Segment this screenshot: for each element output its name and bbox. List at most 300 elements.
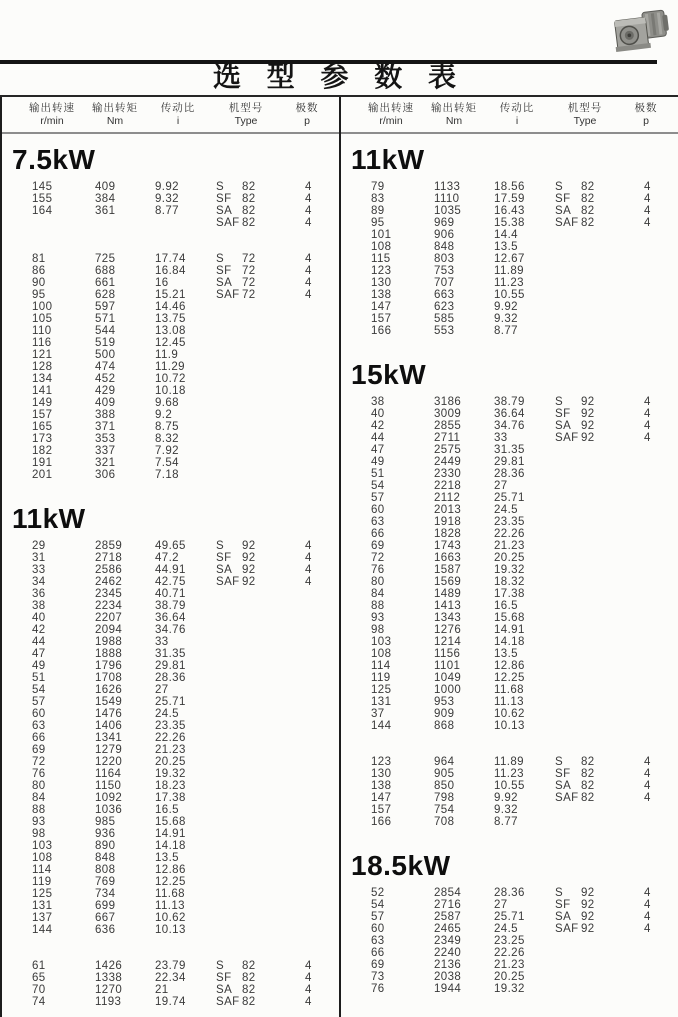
- column-header-unit: r/min: [379, 115, 403, 127]
- table-row: [341, 516, 678, 528]
- cell-torque: 699: [95, 900, 116, 912]
- cell-type-letters: [210, 445, 242, 457]
- cell-type-size: [581, 588, 621, 600]
- cell-type-letters: [549, 289, 581, 301]
- cell-poles: [621, 468, 671, 480]
- cell-type-letters: [210, 696, 242, 708]
- table-row: [2, 576, 339, 588]
- cell-torque: 409: [95, 397, 116, 409]
- cell-type-letters: [549, 612, 581, 624]
- column-header-torque: [84, 102, 146, 128]
- cell-torque: 2586: [95, 564, 123, 576]
- cell-type-size: [242, 732, 282, 744]
- row-block: [2, 181, 339, 229]
- cell-ratio: 15.68: [155, 816, 186, 828]
- power-section-11kW: [2, 505, 339, 1008]
- cell-type-size: [242, 672, 282, 684]
- cell-speed: 95: [371, 217, 385, 229]
- cell-speed: 125: [32, 888, 53, 900]
- cell-poles: [621, 947, 671, 959]
- cell-speed: 123: [371, 756, 392, 768]
- cell-type-letters: [210, 612, 242, 624]
- cell-type-letters: [210, 828, 242, 840]
- cell-ratio: 9.92: [494, 792, 518, 804]
- cell-ratio: 14.46: [155, 301, 186, 313]
- cell-torque: 1220: [95, 756, 123, 768]
- cell-speed: 108: [371, 241, 392, 253]
- cell-ratio: 14.91: [494, 624, 525, 636]
- cell-ratio: 16.43: [494, 205, 525, 217]
- cell-type-size: 82: [581, 217, 595, 229]
- cell-torque: 1988: [95, 636, 123, 648]
- cell-type-letters: [210, 924, 242, 936]
- table-row: [341, 408, 678, 420]
- cell-torque: 1270: [95, 984, 123, 996]
- cell-type-letters: [549, 277, 581, 289]
- cell-torque: 2218: [434, 480, 462, 492]
- cell-speed: 61: [32, 960, 46, 972]
- cell-speed: 65: [32, 972, 46, 984]
- power-section-7.5kW: [2, 146, 339, 481]
- cell-ratio: 22.26: [155, 732, 186, 744]
- cell-poles: 4: [644, 780, 651, 792]
- table-row: [2, 984, 339, 996]
- cell-type-size: [581, 971, 621, 983]
- cell-type-letters: SA: [555, 780, 572, 792]
- cell-torque: 553: [434, 325, 455, 337]
- cell-speed: 47: [371, 444, 385, 456]
- cell-type-size: [242, 313, 282, 325]
- cell-torque: 707: [434, 277, 455, 289]
- cell-ratio: 9.92: [155, 181, 179, 193]
- cell-speed: 57: [32, 696, 46, 708]
- cell-torque: 2465: [434, 923, 462, 935]
- cell-type-letters: S: [216, 253, 225, 265]
- cell-torque: 1549: [95, 696, 123, 708]
- cell-type-letters: SAF: [555, 217, 579, 229]
- cell-type-letters: [549, 804, 581, 816]
- cell-poles: 4: [644, 768, 651, 780]
- cell-type-letters: [549, 648, 581, 660]
- table-row: [341, 289, 678, 301]
- cell-ratio: 23.35: [494, 516, 525, 528]
- cell-type-size: [242, 445, 282, 457]
- cell-torque: 1214: [434, 636, 462, 648]
- cell-poles: [282, 900, 332, 912]
- cell-type-size: [581, 277, 621, 289]
- cell-poles: [621, 277, 671, 289]
- cell-torque: 909: [434, 708, 455, 720]
- cell-type-size: [242, 708, 282, 720]
- cell-type-letters: [549, 468, 581, 480]
- cell-ratio: 21.23: [494, 959, 525, 971]
- cell-poles: [621, 983, 671, 995]
- cell-speed: 93: [32, 816, 46, 828]
- cell-torque: 337: [95, 445, 116, 457]
- table-row: [2, 756, 339, 768]
- cell-type-letters: [210, 588, 242, 600]
- cell-type-size: 92: [581, 408, 595, 420]
- cell-speed: 51: [371, 468, 385, 480]
- cell-poles: 4: [305, 564, 312, 576]
- table-row: [341, 780, 678, 792]
- cell-ratio: 7.54: [155, 457, 179, 469]
- cell-type-letters: SA: [216, 564, 233, 576]
- cell-ratio: 28.36: [155, 672, 186, 684]
- table-row: [341, 935, 678, 947]
- cell-poles: [621, 540, 671, 552]
- row-block: [341, 756, 678, 828]
- cell-type-letters: SF: [216, 265, 232, 277]
- cell-type-size: [242, 744, 282, 756]
- cell-speed: 69: [371, 540, 385, 552]
- cell-type-size: [581, 636, 621, 648]
- cell-ratio: 14.18: [155, 840, 186, 852]
- cell-speed: 84: [32, 792, 46, 804]
- cell-type-letters: [210, 792, 242, 804]
- cell-torque: 384: [95, 193, 116, 205]
- cell-torque: 1092: [95, 792, 123, 804]
- cell-type-letters: [210, 301, 242, 313]
- cell-poles: [621, 516, 671, 528]
- cell-type-letters: [210, 888, 242, 900]
- cell-ratio: 13.08: [155, 325, 186, 337]
- cell-type-size: [242, 912, 282, 924]
- cell-ratio: 13.5: [494, 241, 518, 253]
- cell-speed: 54: [371, 899, 385, 911]
- cell-type-letters: [549, 313, 581, 325]
- cell-speed: 70: [32, 984, 46, 996]
- cell-ratio: 24.5: [155, 708, 179, 720]
- column-header-unit: Nm: [106, 115, 124, 127]
- cell-ratio: 22.34: [155, 972, 186, 984]
- cell-type-letters: [549, 959, 581, 971]
- table-row: [341, 600, 678, 612]
- column-header-unit: i: [176, 115, 180, 127]
- cell-type-size: 92: [242, 552, 256, 564]
- cell-ratio: 27: [494, 899, 508, 911]
- cell-speed: 114: [371, 660, 391, 672]
- cell-poles: 4: [305, 265, 312, 277]
- cell-type-size: [242, 636, 282, 648]
- cell-torque: 969: [434, 217, 455, 229]
- cell-ratio: 19.74: [155, 996, 186, 1008]
- table-row: [2, 421, 339, 433]
- cell-ratio: 42.75: [155, 576, 186, 588]
- cell-torque: 429: [95, 385, 116, 397]
- cell-torque: 1150: [95, 780, 122, 792]
- cell-poles: [282, 301, 332, 313]
- cell-speed: 98: [32, 828, 46, 840]
- table-row: [2, 361, 339, 373]
- cell-speed: 54: [371, 480, 385, 492]
- cell-type-size: [581, 289, 621, 301]
- cell-type-size: [581, 660, 621, 672]
- cell-poles: [282, 912, 332, 924]
- cell-torque: 803: [434, 253, 455, 265]
- table-row: [2, 732, 339, 744]
- cell-speed: 73: [371, 971, 385, 983]
- cell-type-size: [242, 301, 282, 313]
- cell-type-size: [581, 935, 621, 947]
- cell-ratio: 49.65: [155, 540, 186, 552]
- cell-type-size: 82: [242, 217, 256, 229]
- cell-type-size: 82: [242, 972, 256, 984]
- cell-type-size: [581, 552, 621, 564]
- table-row: [2, 409, 339, 421]
- table-row: [341, 205, 678, 217]
- column-header-label: 传动比: [499, 102, 535, 114]
- cell-ratio: 11.13: [494, 696, 524, 708]
- cell-type-letters: [210, 816, 242, 828]
- cell-poles: [282, 636, 332, 648]
- cell-poles: [621, 600, 671, 612]
- cell-speed: 69: [371, 959, 385, 971]
- cell-poles: 4: [644, 756, 651, 768]
- table-row: [2, 277, 339, 289]
- cell-ratio: 8.75: [155, 421, 179, 433]
- cell-torque: 769: [95, 876, 116, 888]
- cell-torque: 688: [95, 265, 116, 277]
- cell-speed: 123: [371, 265, 392, 277]
- table-row: [341, 660, 678, 672]
- cell-torque: 2240: [434, 947, 462, 959]
- cell-poles: [621, 456, 671, 468]
- cell-ratio: 15.68: [494, 612, 525, 624]
- cell-type-letters: [549, 624, 581, 636]
- cell-type-letters: [210, 720, 242, 732]
- cell-type-size: 82: [242, 205, 256, 217]
- cell-type-size: [581, 612, 621, 624]
- table-row: [341, 444, 678, 456]
- cell-type-size: [581, 684, 621, 696]
- cell-ratio: 23.35: [155, 720, 186, 732]
- cell-poles: [282, 852, 332, 864]
- cell-torque: 798: [434, 792, 455, 804]
- cell-torque: 734: [95, 888, 116, 900]
- cell-torque: 753: [434, 265, 455, 277]
- table-row: [2, 349, 339, 361]
- cell-type-size: 82: [242, 960, 256, 972]
- cell-type-letters: SA: [555, 911, 572, 923]
- cell-poles: [621, 684, 671, 696]
- cell-torque: 1796: [95, 660, 123, 672]
- cell-poles: [621, 816, 671, 828]
- cell-type-letters: [549, 588, 581, 600]
- cell-type-letters: SF: [555, 768, 571, 780]
- cell-speed: 105: [32, 313, 53, 325]
- cell-type-letters: SF: [216, 193, 232, 205]
- cell-poles: [282, 469, 332, 481]
- cell-type-size: [581, 600, 621, 612]
- cell-type-size: [242, 648, 282, 660]
- cell-ratio: 9.32: [494, 313, 518, 325]
- cell-torque: 2462: [95, 576, 123, 588]
- cell-speed: 86: [32, 265, 46, 277]
- cell-torque: 1489: [434, 588, 462, 600]
- cell-type-size: [242, 385, 282, 397]
- cell-type-letters: [549, 241, 581, 253]
- cell-poles: [282, 445, 332, 457]
- cell-type-letters: [210, 672, 242, 684]
- table-row: [2, 744, 339, 756]
- cell-torque: 1743: [434, 540, 462, 552]
- cell-poles: [282, 732, 332, 744]
- cell-type-letters: S: [555, 756, 564, 768]
- cell-speed: 80: [32, 780, 46, 792]
- table-row: [2, 720, 339, 732]
- cell-type-size: 82: [581, 756, 595, 768]
- cell-poles: [621, 612, 671, 624]
- cell-type-letters: SA: [555, 205, 572, 217]
- table-row: [2, 301, 339, 313]
- cell-torque: 2112: [434, 492, 461, 504]
- cell-type-letters: [549, 265, 581, 277]
- cell-speed: 42: [32, 624, 46, 636]
- cell-ratio: 15.21: [155, 289, 186, 301]
- cell-type-size: [242, 600, 282, 612]
- cell-type-size: [581, 648, 621, 660]
- cell-poles: 4: [644, 420, 651, 432]
- cell-torque: [84, 217, 146, 229]
- right-sections: [341, 146, 678, 995]
- cell-type-size: [242, 924, 282, 936]
- cell-type-size: [581, 313, 621, 325]
- cell-speed: 155: [32, 193, 53, 205]
- cell-type-letters: [549, 947, 581, 959]
- cell-poles: [282, 600, 332, 612]
- cell-torque: 1276: [434, 624, 462, 636]
- cell-poles: [282, 864, 332, 876]
- cell-type-size: [242, 840, 282, 852]
- cell-type-size: [581, 959, 621, 971]
- cell-type-letters: SAF: [216, 996, 240, 1008]
- cell-poles: 4: [305, 984, 312, 996]
- cell-ratio: 19.32: [155, 768, 186, 780]
- cell-ratio: 10.18: [155, 385, 186, 397]
- cell-poles: [282, 696, 332, 708]
- cell-ratio: 11.29: [155, 361, 185, 373]
- cell-type-letters: [549, 684, 581, 696]
- cell-poles: [621, 229, 671, 241]
- cell-ratio: 7.92: [155, 445, 179, 457]
- cell-type-size: [581, 253, 621, 265]
- cell-type-size: 92: [581, 396, 595, 408]
- cell-speed: 157: [32, 409, 53, 421]
- cell-type-size: 82: [581, 780, 595, 792]
- cell-poles: 4: [644, 923, 651, 935]
- cell-type-size: [581, 492, 621, 504]
- cell-type-letters: [210, 397, 242, 409]
- column-header-unit: Nm: [445, 115, 463, 127]
- table-row: [341, 899, 678, 911]
- cell-torque: 2234: [95, 600, 123, 612]
- cell-speed: 125: [371, 684, 392, 696]
- cell-type-size: [242, 768, 282, 780]
- cell-torque: 1569: [434, 576, 462, 588]
- cell-type-letters: SF: [216, 972, 232, 984]
- cell-type-size: 92: [581, 420, 595, 432]
- cell-poles: [282, 840, 332, 852]
- cell-type-letters: [210, 780, 242, 792]
- cell-type-size: [242, 816, 282, 828]
- cell-ratio: 16.5: [494, 600, 518, 612]
- cell-ratio: 9.92: [494, 301, 518, 313]
- cell-type-size: [581, 325, 621, 337]
- cell-type-letters: [210, 744, 242, 756]
- column-header-ratio: [485, 102, 549, 128]
- cell-ratio: 10.13: [494, 720, 525, 732]
- table-row: [2, 457, 339, 469]
- cell-speed: 149: [32, 397, 53, 409]
- cell-speed: 95: [32, 289, 46, 301]
- cell-ratio: 20.25: [494, 971, 525, 983]
- cell-ratio: 11.13: [155, 900, 185, 912]
- table-row: [341, 983, 678, 995]
- table-row: [341, 648, 678, 660]
- table-row: [2, 469, 339, 481]
- cell-ratio: 21.23: [494, 540, 525, 552]
- cell-torque: 1413: [434, 600, 462, 612]
- cell-torque: 2855: [434, 420, 462, 432]
- cell-type-letters: SAF: [555, 792, 579, 804]
- column-header-label: 输出转速: [368, 102, 414, 114]
- cell-torque: 2711: [434, 432, 461, 444]
- column-header-unit: p: [304, 115, 310, 127]
- cell-speed: 191: [32, 457, 53, 469]
- cell-type-letters: [549, 983, 581, 995]
- table-row: [341, 708, 678, 720]
- cell-speed: 44: [32, 636, 46, 648]
- cell-type-size: [581, 456, 621, 468]
- cell-poles: [282, 756, 332, 768]
- cell-poles: [282, 816, 332, 828]
- cell-ratio: 23.25: [494, 935, 525, 947]
- cell-poles: [282, 409, 332, 421]
- cell-ratio: 27: [494, 480, 508, 492]
- table-row: [2, 852, 339, 864]
- cell-type-letters: [210, 409, 242, 421]
- cell-speed: 137: [32, 912, 53, 924]
- cell-type-letters: [210, 732, 242, 744]
- cell-type-letters: SA: [216, 205, 233, 217]
- cell-torque: 1000: [434, 684, 462, 696]
- table-row: [341, 564, 678, 576]
- cell-type-size: [581, 540, 621, 552]
- cell-torque: 1708: [95, 672, 123, 684]
- cell-type-size: [581, 708, 621, 720]
- cell-speed: 40: [371, 408, 385, 420]
- cell-type-letters: SF: [555, 899, 571, 911]
- cell-type-size: 72: [242, 289, 256, 301]
- cell-type-letters: S: [555, 181, 564, 193]
- cell-type-letters: SF: [555, 193, 571, 205]
- cell-ratio: 11.68: [155, 888, 185, 900]
- cell-type-size: [242, 457, 282, 469]
- cell-poles: [282, 457, 332, 469]
- cell-ratio: 18.23: [155, 780, 186, 792]
- cell-type-letters: SAF: [555, 432, 579, 444]
- cell-torque: 2094: [95, 624, 123, 636]
- cell-type-letters: SF: [555, 408, 571, 420]
- table-row: [341, 588, 678, 600]
- row-block: [341, 887, 678, 995]
- cell-speed: 93: [371, 612, 385, 624]
- cell-torque: 1944: [434, 983, 462, 995]
- table-row: [341, 720, 678, 732]
- cell-torque: 321: [95, 457, 116, 469]
- cell-speed: 145: [32, 181, 53, 193]
